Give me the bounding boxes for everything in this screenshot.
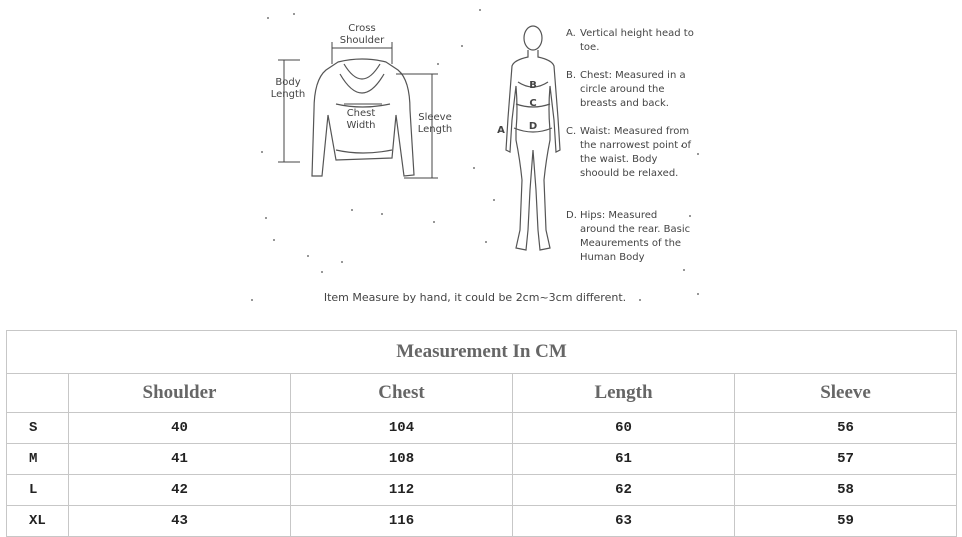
definition-letter: B. [566,70,577,81]
cell-shoulder: 40 [69,413,291,444]
definition-text: Chest: Measured in a circle around the breasts and back. [580,70,686,109]
cell-size: XL [7,506,69,537]
cell-length: 61 [513,444,735,475]
cell-sleeve: 58 [735,475,957,506]
definition-d [566,209,694,265]
cell-size: S [7,413,69,444]
definition-text: Vertical height head to toe. [580,28,694,53]
body-label-d: D [528,121,538,132]
header-size [7,374,69,413]
table-row [7,506,957,537]
cell-chest: 116 [291,506,513,537]
cell-shoulder: 41 [69,444,291,475]
label-body-length: Body Length [270,77,306,100]
table-title-row [7,331,957,374]
cell-size: M [7,444,69,475]
table-title: Measurement In CM [7,331,957,374]
body-label-b: B [529,80,537,91]
size-chart-table [6,330,957,537]
measurement-note: Item Measure by hand, it could be 2cm~3cm different. [323,291,627,304]
cell-length: 60 [513,413,735,444]
definition-text: Hips: Measured around the rear. Basic Meaurements of the Human Body [580,210,691,263]
table-row [7,444,957,475]
cell-chest: 112 [291,475,513,506]
body-label-c: C [529,98,537,109]
body-label-a: A [497,125,505,136]
definition-b [566,69,694,111]
header-chest: Chest [291,374,513,413]
cell-chest: 104 [291,413,513,444]
cell-chest: 108 [291,444,513,475]
cell-size: L [7,475,69,506]
table-header-row [7,374,957,413]
definition-a [566,27,694,55]
label-chest-width: Chest Width [346,108,376,131]
header-shoulder: Shoulder [69,374,291,413]
table-row [7,413,957,444]
cell-length: 63 [513,506,735,537]
label-sleeve-length: Sleeve Length [417,112,453,135]
cell-sleeve: 57 [735,444,957,475]
body-outline [506,26,560,250]
table-row [7,475,957,506]
cell-shoulder: 43 [69,506,291,537]
definition-letter: A. [566,28,576,39]
header-sleeve: Sleeve [735,374,957,413]
definition-c [566,125,694,181]
header-length: Length [513,374,735,413]
cell-sleeve: 59 [735,506,957,537]
cell-sleeve: 56 [735,413,957,444]
cell-shoulder: 42 [69,475,291,506]
label-cross-shoulder: Cross Shoulder [339,23,385,46]
definition-text: Waist: Measured from the narrowest point of the waist. Body shoould be relaxed. [580,126,691,179]
definition-letter: C. [566,126,577,137]
definition-letter: D. [566,210,577,221]
cell-length: 62 [513,475,735,506]
